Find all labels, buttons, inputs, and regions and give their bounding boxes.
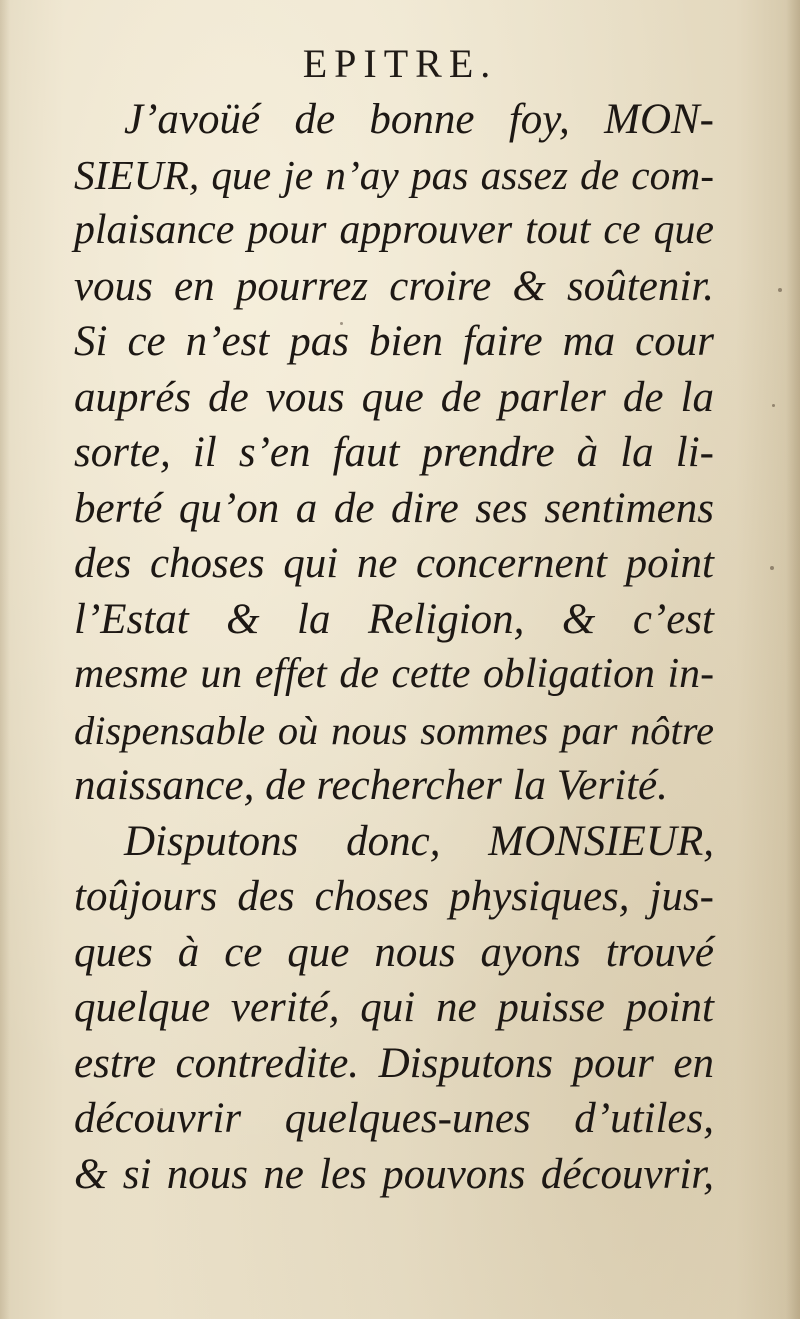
text-line: toûjours des choses physiques, jus- — [74, 873, 714, 920]
text-line: J’avoüé de bonne foy, MON- — [124, 96, 714, 143]
text-line: naissance, de rechercher la Verité. — [74, 762, 668, 809]
text-line: ques à ce que nous ayons trouvé — [74, 928, 714, 976]
text-line: découvrir quelques-unes d’utiles, — [74, 1095, 714, 1142]
paper-speck — [772, 404, 775, 407]
running-head: EPITRE. — [302, 41, 498, 86]
paper-speck — [778, 288, 782, 292]
body-text — [74, 92, 714, 1202]
text-line: Si ce n’est pas bien faire ma cour — [74, 318, 714, 365]
text-line: des choses qui ne concernent point — [74, 540, 714, 587]
paper-speck — [340, 322, 343, 325]
page-gutter-shadow — [0, 0, 10, 1319]
text-line: vous en pourrez croire & soûtenir. — [74, 262, 714, 310]
text-line: estre contredite. Disputons pour en — [74, 1039, 714, 1087]
paper-speck — [770, 566, 774, 570]
text-line: SIEUR, que je n’ay pas assez de com- — [74, 151, 714, 198]
text-line: Disputons donc, MONSIEUR, — [124, 817, 714, 865]
page-edge-shadow — [786, 0, 800, 1319]
text-line: & si nous ne les pouvons découvrir, — [74, 1150, 714, 1198]
text-line: sorte, il s’en faut prendre à la li- — [74, 429, 714, 476]
text-line: dispensable où nous sommes par nôtre — [74, 707, 714, 753]
text-line: mesme un effet de cette obligation in- — [74, 651, 714, 697]
text-line: l’Estat & la Religion, & c’est — [74, 595, 714, 643]
paper-speck — [160, 1108, 163, 1111]
text-line: plaisance pour approuver tout ce que — [74, 207, 714, 253]
text-line: berté qu’on a de dire ses sentimens — [74, 484, 714, 532]
text-line: quelque verité, qui ne puisse point — [74, 984, 714, 1031]
text-line: auprés de vous que de parler de la — [74, 373, 714, 421]
